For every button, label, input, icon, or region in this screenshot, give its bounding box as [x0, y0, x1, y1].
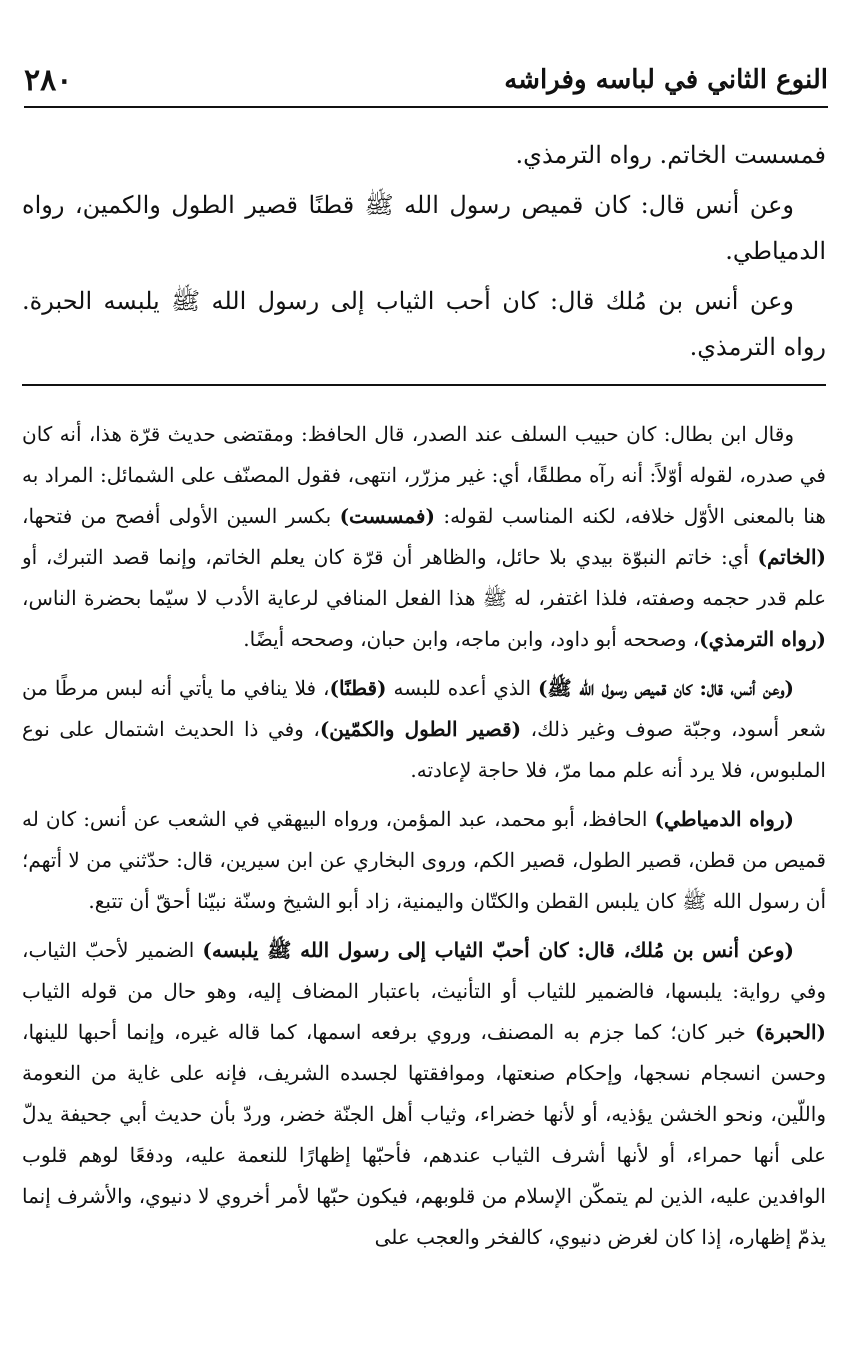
section-divider	[22, 384, 826, 386]
text-run: ، وصححه أبو داود، وابن ماجه، وابن حبان، وصححه أيضًا.	[243, 627, 700, 651]
hadith-text	[22, 132, 826, 374]
header-divider	[24, 106, 828, 108]
page-number: ٢٨٠	[24, 62, 73, 98]
text-run: وقال ابن بطال: كان حبيب السلف عند الصدر، قال الحافظ: ومقتضى حديث قرّة هذا، أنه كان في صدره، لقوله أوّلاً: أنه رآه مطلقًا، أي: غير مزرّر، انتهى، فقول المصنّف على الشمائل: المراد به هنا بالمعنى الأوّل خلافه، لكنه المناسب لقوله:	[22, 422, 826, 528]
text-run: ، فلا ينافي ما يأتي أنه لبس مرطًا من شعر أسود، وجبّة صوف وغير ذلك،	[22, 676, 827, 741]
hadith-line-2: وعن أنس قال: كان قميص رسول الله ﷺ قطنًا قصير الطول والكمين، رواه الدمياطي.	[22, 191, 826, 265]
text-run: ، وفي ذا الحديث اشتمال على نوع الملبوس، فلا يرد أنه علم مما مرّ، فلا حاجة لإعادته.	[22, 717, 826, 782]
commentary-paragraph-2	[22, 668, 826, 791]
bold-term: (قطنًا)	[329, 676, 387, 700]
bold-term: (فمسست)	[339, 504, 435, 528]
commentary-paragraph-4	[22, 930, 826, 1258]
text-run: الحافظ، أبو محمد، عبد المؤمن، ورواه البيهقي في الشعب عن أنس: كان له قميص من قطن، قصير الطول، قصير الكم، وروى البخاري عن ابن سيرين، قال: حدّثني من لا أتهم؛ أن رسول الله ﷺ كان يلبس القطن والكتّان واليمنية، زاد أبو الشيخ وسنّة نبيّنا أحقّ أن تتبع.	[22, 807, 826, 913]
page-title: النوع الثاني في لباسه وفراشه	[504, 65, 828, 95]
commentary-paragraph-1	[22, 414, 826, 660]
text-run: بكسر السين الأولى أفصح من فتحها،	[22, 504, 340, 528]
bold-term: (الحبرة)	[754, 1020, 826, 1044]
bold-term: (وعن أنس، قال: كان قميص رسول الله ﷺ)	[538, 676, 795, 700]
hadith-line-1: فمسست الخاتم. رواه الترمذي.	[515, 141, 826, 169]
text-run: الضمير لأحبّ الثياب، وفي رواية: يلبسها، فالضمير للثياب أو التأنيث، باعتبار المضاف إليه، وهو حال من قوله الثياب	[22, 938, 826, 1003]
bold-term: (قصير الطول والكمّين)	[319, 717, 522, 741]
bold-term: (الخاتم)	[757, 545, 826, 569]
text-run: الذي أعده للبسه	[386, 676, 538, 700]
commentary-text	[22, 414, 826, 1266]
hadith-line-3: وعن أنس بن مُلك قال: كان أحب الثياب إلى رسول الله ﷺ يلبسه الحبرة. رواه الترمذي.	[22, 287, 826, 361]
commentary-paragraph-3	[22, 799, 826, 922]
text-run: أي: خاتم النبوّة بيدي بلا حائل، والظاهر أن قرّة كان يعلم الخاتم، وإنما قصد التبرك، أو علم قدر حجمه وصفته، فلذا اغتفر، له ﷺ هذا الفعل المنافي لرعاية الأدب لا سيّما بحضرة الناس،	[22, 545, 826, 610]
text-run: خبر كان؛ كما جزم به المصنف، وروي برفعه اسمها، كما قاله غيره، وإنما أحبها للينها، وحسن انسجام نسجها، وإحكام صنعتها، وموافقتها لجسده الشريف، فإنه على غاية من النعومة واللّين، ونحو الخشن يؤذيه، أو لأنها خضراء، وثياب أهل الجنّة خضر، وردّ بأن حديث أبي جحيفة يدلّ على أنها حمراء، أو لأنها أشرف الثياب عندهم، فأحبّها إظهارًا للنعمة عليه، ودفعًا لوهم قلوب الوافدين عليه، الذين لم يتمكّن الإسلام من قلوبهم، فيكون حبّها لأمر أخروي لا دنيوي، والأشرف إنما يذمّ إظهاره، إذا كان لغرض دنيوي، كالفخر والعجب على	[22, 1020, 826, 1249]
bold-term: (رواه الترمذي)	[699, 627, 826, 651]
bold-term: (رواه الدمياطي)	[654, 807, 794, 831]
bold-term: (وعن أنس بن مُلك، قال: كان أحبّ الثياب إلى رسول الله ﷺ يلبسه)	[202, 938, 794, 962]
page-header	[24, 60, 828, 100]
